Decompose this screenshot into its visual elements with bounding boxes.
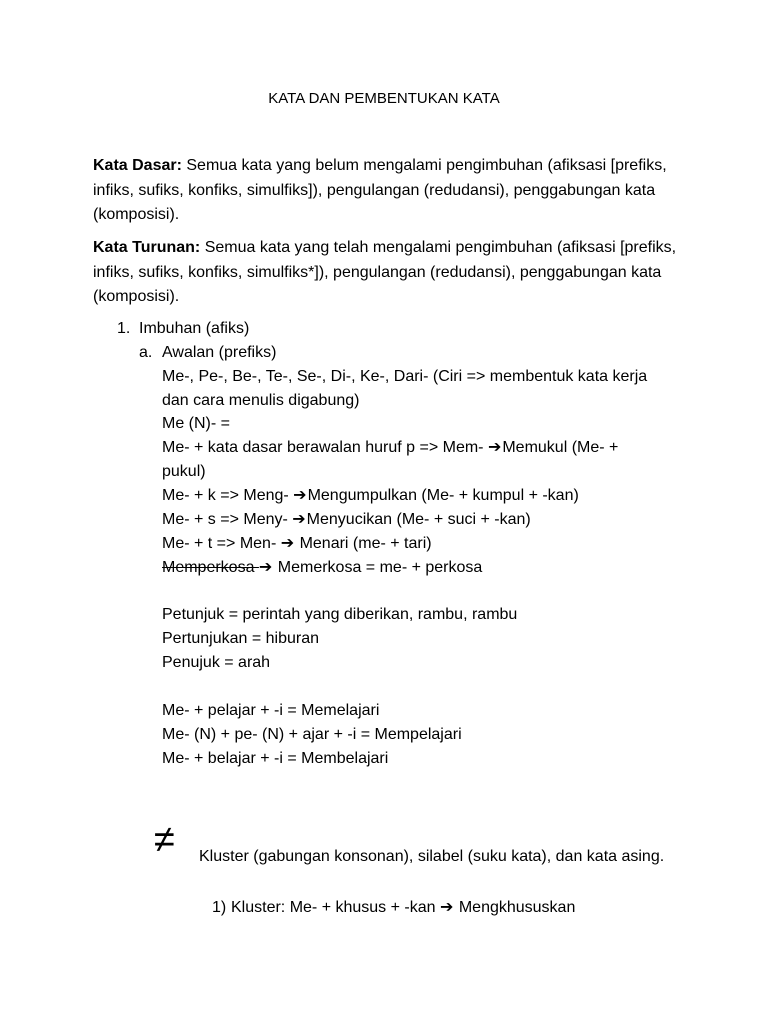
memerkosa-line <box>162 556 482 580</box>
memelajari-line: Me- + pelajar + -i = Memelajari <box>162 702 380 719</box>
kluster-heading: Kluster (gabungan konsonan), silabel (suku kata), dan kata asing. <box>199 848 665 865</box>
kata-turunan-term: Kata Turunan: <box>93 239 201 256</box>
rule-t-example: Menari (me- + tari) <box>295 535 432 552</box>
rule-p-line-cont: pukul) <box>162 463 206 480</box>
kluster-item-line <box>231 896 575 920</box>
mempelajari-line: Me- (N) + pe- (N) + ajar + -i = Mempelajari <box>162 726 462 743</box>
membelajari-line: Me- + belajar + -i = Membelajari <box>162 750 389 767</box>
rule-p-text: Me- + kata dasar berawalan huruf p => Mem- <box>162 439 488 456</box>
arrow-right-icon: ➔ <box>292 511 306 528</box>
kluster-number-1: 1) <box>212 899 227 916</box>
penujuk-line: Penujuk = arah <box>162 654 271 671</box>
list-item-awalan: Awalan (prefiks) <box>162 344 277 361</box>
struck-word: Memperkosa <box>162 559 259 576</box>
arrow-right-icon: ➔ <box>293 487 307 504</box>
arrow-right-icon: ➔ <box>258 559 273 576</box>
rule-t-line <box>162 532 432 556</box>
kata-turunan-paragraph <box>93 236 683 310</box>
arrow-right-icon: ➔ <box>280 535 295 552</box>
rule-p-line <box>162 436 618 460</box>
arrow-right-icon: ➔ <box>487 439 502 456</box>
prefix-list-line: Me-, Pe-, Be-, Te-, Se-, Di-, Ke-, Dari- (Ciri => membentuk kata kerja <box>162 368 648 385</box>
kata-dasar-definition: Semua kata yang belum mengalami pengimbuhan (afiksasi [prefiks, infiks, sufiks, konfiks, simulfiks]), pengulangan (redudansi), penggabungan kata (komposisi). <box>93 157 667 223</box>
kata-turunan-definition: Semua kata yang telah mengalami pengimbuhan (afiksasi [prefiks, infiks, sufiks, konfiks, simulfiks*]), pengulangan (redudansi), penggabungan kata (komposisi). <box>93 239 677 305</box>
kata-dasar-term: Kata Dasar: <box>93 157 182 174</box>
petunjuk-line: Petunjuk = perintah yang diberikan, rambu, rambu <box>162 606 518 623</box>
not-equal-icon: ≠ <box>154 819 175 861</box>
kata-dasar-paragraph <box>93 154 683 228</box>
list-number-1: 1. <box>117 320 131 337</box>
list-item-imbuhan: Imbuhan (afiks) <box>139 320 250 337</box>
prefix-list-line-cont: dan cara menulis digabung) <box>162 392 360 409</box>
rule-t-text: Me- + t => Men- <box>162 535 281 552</box>
list-letter-a: a. <box>139 344 153 361</box>
me-n-rule: Me (N)- = <box>162 415 230 432</box>
document-title: KATA DAN PEMBENTUKAN KATA <box>268 90 500 107</box>
rule-s-line <box>162 508 531 532</box>
rule-s-text: Me- + s => Meny- <box>162 511 293 528</box>
rule-k-text: Me- + k => Meng- <box>162 487 294 504</box>
pertunjukan-line: Pertunjukan = hiburan <box>162 630 319 647</box>
rule-s-example: Menyucikan (Me- + suci + -kan) <box>306 511 531 528</box>
rule-k-line <box>162 484 579 508</box>
kluster-item-text: Kluster: Me- + khusus + -kan <box>231 899 440 916</box>
kluster-item-result: Mengkhususkan <box>454 899 576 916</box>
arrow-right-icon: ➔ <box>439 899 454 916</box>
rule-p-example: Memukul (Me- + <box>502 439 619 456</box>
memerkosa-example: Memerkosa = me- + perkosa <box>273 559 483 576</box>
rule-k-example: Mengumpulkan (Me- + kumpul + -kan) <box>307 487 579 504</box>
